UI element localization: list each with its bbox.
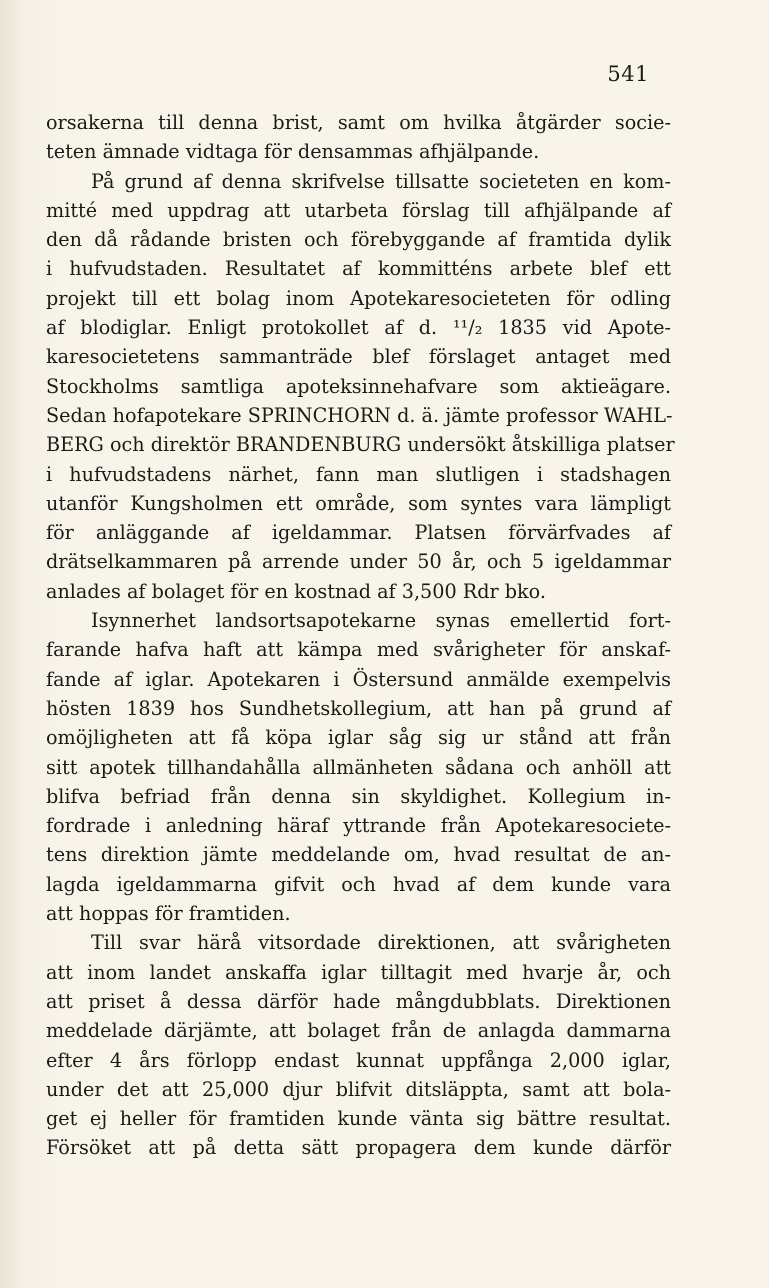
text-line: af blodiglar. Enligt protokollet af d. ¹¹/₂ 1835 vid Apote- <box>46 316 671 340</box>
text-line: På grund af denna skrifvelse tillsatte societeten en kom- <box>91 169 671 193</box>
text-line: teten ämnade vidtaga för densammas afhjälpande. <box>46 140 540 164</box>
text-line: sitt apotek tillhandahålla allmänheten sådana och anhöll att <box>46 755 671 779</box>
text-line: att hoppas för framtiden. <box>46 902 291 926</box>
text-line: för anläggande af igeldammar. Platsen förvärfvades af <box>46 521 671 545</box>
text-line: anlades af bolaget för en kostnad af 3,500 Rdr bko. <box>46 579 546 603</box>
text-line: BERG och direktör BRANDENBURG undersökt åtskilliga platser <box>46 433 675 457</box>
text-line: farande hafva haft att kämpa med svårigheter för anskaf- <box>46 638 671 662</box>
text-line: omöjligheten att få köpa iglar såg sig ur stånd att från <box>46 726 671 750</box>
text-line: att inom landet anskaffa iglar tilltagit med hvarje år, och <box>46 960 671 984</box>
text-line: utanför Kungsholmen ett område, som syntes vara lämpligt <box>46 491 671 515</box>
text-line: mitté med uppdrag att utarbeta förslag till afhjälpande af <box>46 198 671 222</box>
text-line: i hufvudstaden. Resultatet af kommitténs arbete blef ett <box>46 257 671 281</box>
text-line: den då rådande bristen och förebyggande af framtida dylik <box>46 228 671 252</box>
text-line: att priset å dessa därför hade mångdubblats. Direktionen <box>46 989 671 1013</box>
text-line: projekt till ett bolag inom Apotekaresocieteten för odling <box>46 286 671 310</box>
text-line: i hufvudstadens närhet, fann man slutligen i stadshagen <box>46 462 671 486</box>
text-line: lagda igeldammarna gifvit och hvad af dem kunde vara <box>46 872 671 896</box>
text-line: Isynnerhet landsortsapotekarne synas emellertid fort- <box>91 609 671 633</box>
text-line: under det att 25,000 djur blifvit ditsläppta, samt att bola- <box>46 1077 671 1101</box>
text-line: karesocietetens sammanträde blef förslaget antaget med <box>46 345 671 369</box>
text-line: orsakerna till denna brist, samt om hvilka åtgärder socie- <box>46 111 671 134</box>
text-line: fande af iglar. Apotekaren i Östersund anmälde exempelvis <box>46 667 671 691</box>
body-text <box>46 108 675 1163</box>
text-line: drätselkammaren på arrende under 50 år, och 5 igeldammar <box>46 550 671 574</box>
page-number: 541 <box>607 62 649 86</box>
text-line: hösten 1839 hos Sundhetskollegium, att han på grund af <box>46 696 671 720</box>
text-line: tens direktion jämte meddelande om, hvad resultat de an- <box>46 843 671 867</box>
text-line: Till svar härå vitsordade direktionen, att svårigheten <box>91 931 671 955</box>
text-line: meddelade därjämte, att bolaget från de anlagda dammarna <box>46 1019 671 1043</box>
text-line: efter 4 års förlopp endast kunnat uppfånga 2,000 iglar, <box>46 1048 671 1072</box>
text-line: fordrade i anledning häraf yttrande från Apotekaresociete- <box>46 814 671 838</box>
text-line: Stockholms samtliga apoteksinnehafvare som aktieägare. <box>46 374 671 398</box>
text-line: Sedan hofapotekare SPRINCHORN d. ä. jämte professor WAHL- <box>46 403 673 427</box>
text-line: blifva befriad från denna sin skyldighet. Kollegium in- <box>46 784 671 808</box>
text-line: Försöket att på detta sätt propagera dem kunde därför <box>46 1136 671 1160</box>
text-line: get ej heller för framtiden kunde vänta sig bättre resultat. <box>46 1107 671 1131</box>
